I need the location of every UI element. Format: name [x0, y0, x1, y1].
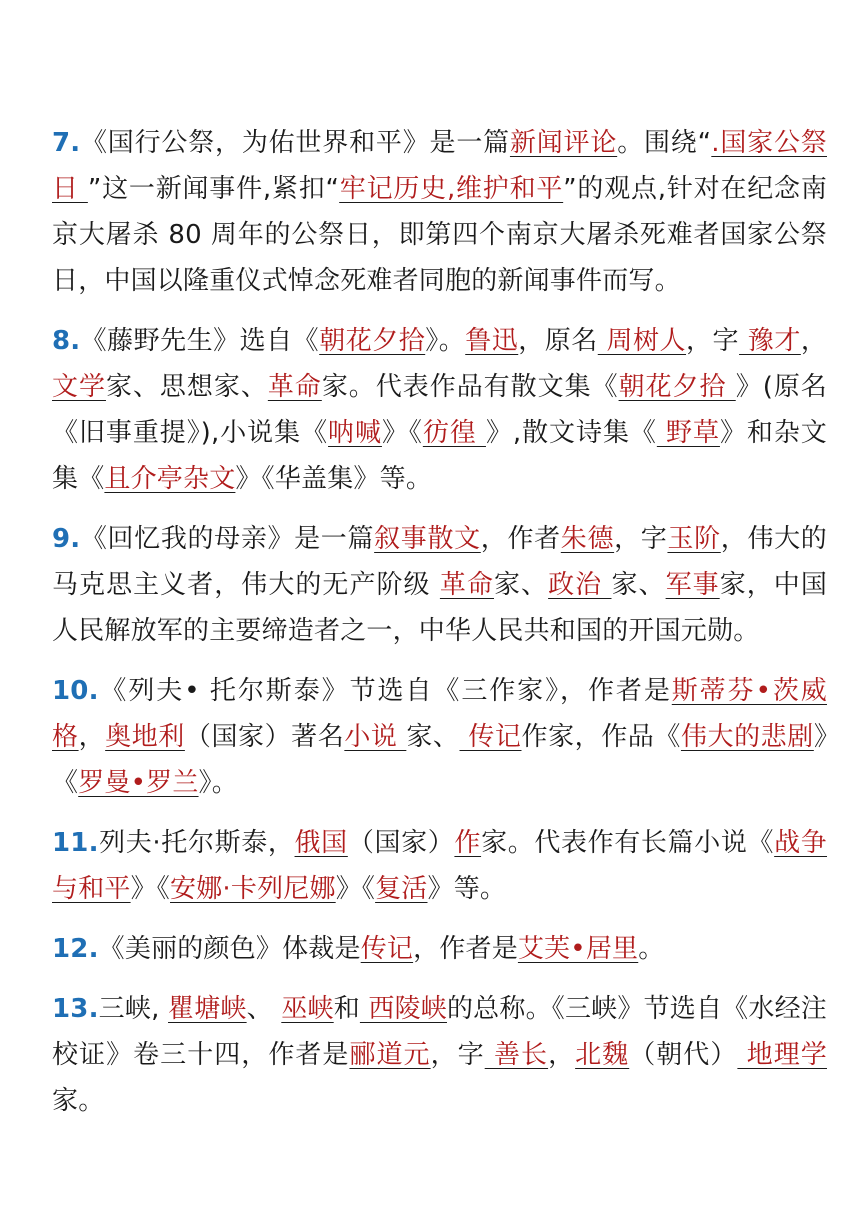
item-text: 》《华盖集》等。 — [235, 464, 433, 494]
item-text: ，伟大的马克思主义者，伟大的无产阶级 — [52, 524, 827, 600]
item-text: 《美丽的颜色》体裁是 — [98, 934, 361, 964]
answer-text: 俄国 — [294, 828, 348, 858]
item-number: 12. — [52, 934, 99, 964]
item-text: （国家）著名 — [184, 722, 345, 752]
note-item — [52, 120, 827, 304]
answer-text: 复活 — [375, 874, 428, 904]
item-number: 10. — [52, 676, 99, 706]
item-text: 家、 — [406, 722, 460, 752]
item-text: 》等。 — [427, 874, 507, 904]
answer-text: 革命 — [439, 570, 494, 600]
item-text: ， — [548, 1040, 576, 1070]
item-number: 13. — [52, 994, 99, 1024]
answer-text: 传记 — [459, 722, 522, 752]
item-text: ，字 — [686, 326, 740, 356]
item-text: ，原名 — [518, 326, 598, 356]
answer-text: 牢记历史,维护和平 — [339, 174, 564, 204]
item-number: 11. — [52, 828, 99, 858]
item-text: 家，中国人民解放军的主要缔造者之一，中华人民共和国的开国元勋。 — [52, 570, 828, 646]
answer-text: 新闻评论 — [509, 128, 618, 158]
document-page — [52, 120, 827, 1138]
item-number: 8. — [52, 326, 81, 356]
answer-text: 朝花夕拾 — [618, 372, 736, 402]
item-text: 家。代表作品有散文集《 — [321, 372, 619, 402]
item-text: 》《 — [335, 874, 376, 904]
answer-text: 传记 — [360, 934, 414, 964]
item-text: 《回忆我的母亲》是一篇 — [80, 524, 375, 554]
item-text: 三峡, — [98, 994, 169, 1024]
answer-text: 罗曼•罗兰 — [78, 768, 199, 798]
item-text: ”这一新闻事件,紧扣“ — [87, 174, 340, 204]
answer-text: 鲁迅 — [465, 326, 519, 356]
note-item — [52, 820, 827, 912]
item-text: 《列夫• 托尔斯泰》节选自《三作家》，作者是 — [98, 676, 672, 706]
item-text: 《国行公祭，为佑世界和平》是一篇 — [80, 128, 510, 158]
item-text: 》。 — [198, 768, 238, 798]
answer-text: 西陵峡 — [359, 994, 447, 1024]
item-text: 《藤野先生》选自《 — [80, 326, 320, 356]
note-item — [52, 516, 827, 654]
item-text: 的总称。《三峡》节选自《水经注校证》卷三十四，作者是 — [52, 994, 827, 1070]
answer-text: 北魏 — [575, 1040, 630, 1070]
answer-text: 郦道元 — [349, 1040, 431, 1070]
item-text: 》《 — [52, 722, 828, 798]
answer-text: 作 — [454, 828, 482, 858]
item-text: ，作者是 — [413, 934, 518, 964]
answer-text: 巫峡 — [281, 994, 334, 1024]
item-text: 》《 — [381, 418, 423, 448]
item-text: 和 — [333, 994, 360, 1024]
answer-text: 地理学 — [737, 1040, 827, 1070]
answer-text: 善长 — [484, 1040, 549, 1070]
answer-text: 朝花夕拾 — [319, 326, 426, 356]
item-text: 》《 — [130, 874, 171, 904]
item-text: 、 — [246, 994, 282, 1024]
note-item — [52, 926, 827, 972]
item-text: 家、思想家、 — [105, 372, 268, 402]
item-text: 作家，作品《 — [521, 722, 681, 752]
answer-text: .国家公祭日 — [52, 128, 827, 204]
answer-text: 瞿塘峡 — [168, 994, 247, 1024]
item-text: 》和杂文集《 — [52, 418, 827, 494]
item-text: ，作者 — [480, 524, 561, 554]
answer-text: 斯蒂芬•茨威格 — [52, 676, 827, 752]
answer-text: 文学 — [52, 372, 106, 402]
note-item — [52, 986, 827, 1124]
item-text: 。 — [638, 934, 665, 964]
note-item — [52, 668, 827, 806]
answer-text: 玉阶 — [667, 524, 721, 554]
item-number: 9. — [52, 524, 81, 554]
answer-text: 叙事散文 — [374, 524, 481, 554]
item-text: 家、 — [494, 570, 549, 600]
answer-text: 周树人 — [597, 326, 687, 356]
answer-text: 朱德 — [560, 524, 615, 554]
item-text: 家。 — [52, 1086, 105, 1116]
answer-text: 小说 — [344, 722, 407, 752]
item-text: ， — [800, 326, 828, 356]
item-text: 》(原名《旧事重提》),小说集《 — [52, 372, 828, 448]
item-text: （国家） — [347, 828, 455, 858]
answer-text: 军事 — [665, 570, 720, 600]
item-text: ，字 — [614, 524, 668, 554]
item-number: 7. — [52, 128, 81, 158]
item-text: 。围绕“ — [617, 128, 712, 158]
item-text: （朝代） — [629, 1040, 738, 1070]
answer-text: 呐喊 — [328, 418, 382, 448]
item-text: 》。 — [425, 326, 466, 356]
item-text: ”的观点,针对在纪念南京大屠杀 80 周年的公祭日，即第四个南京大屠杀死难者国家公祭日，中国以隆重仪式悼念死难者同胞的新闻事件而写。 — [52, 174, 828, 296]
answer-text: 且介亭杂文 — [104, 464, 236, 494]
answer-text: 野草 — [656, 418, 720, 448]
answer-text: 战争与和平 — [52, 828, 828, 904]
answer-text: 伟大的悲剧 — [680, 722, 814, 752]
item-text: 家。代表作有长篇小说《 — [481, 828, 775, 858]
note-item — [52, 318, 827, 502]
answer-text: 奥地利 — [105, 722, 185, 752]
answer-text: 彷徨 — [422, 418, 486, 448]
item-text: ， — [78, 722, 106, 752]
item-text: 家、 — [611, 570, 666, 600]
answer-text: 革命 — [267, 372, 322, 402]
answer-text: 豫才 — [739, 326, 801, 356]
item-text: 》,散文诗集《 — [485, 418, 657, 448]
answer-text: 安娜·卡列尼娜 — [170, 874, 336, 904]
answer-text: 艾芙•居里 — [517, 934, 639, 964]
item-text: ，字 — [430, 1040, 485, 1070]
item-text: 列夫·托尔斯泰， — [98, 828, 295, 858]
answer-text: 政治 — [548, 570, 612, 600]
